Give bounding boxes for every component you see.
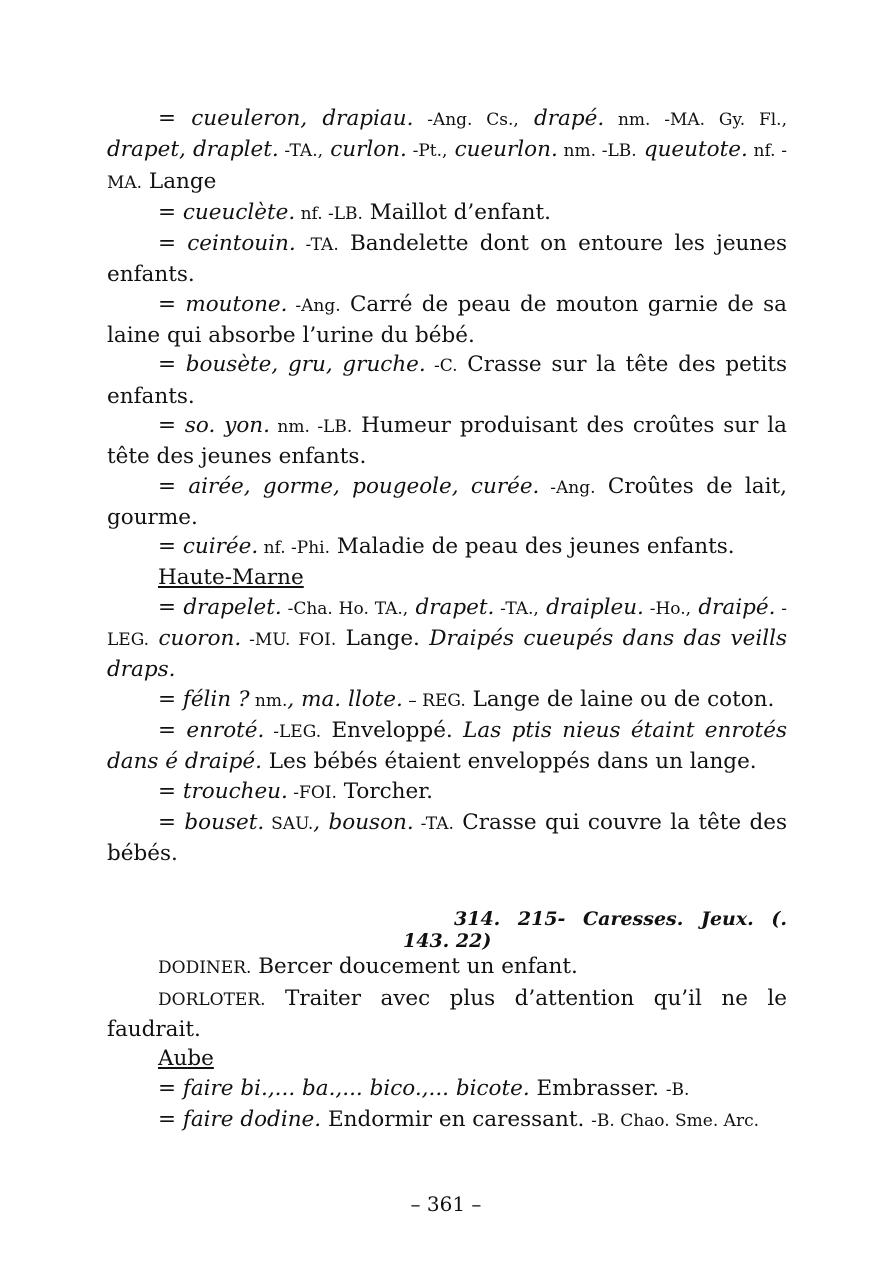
definition-text: = [158, 106, 192, 131]
entry-paragraph [107, 777, 787, 808]
definition-text: Lange. [336, 626, 430, 652]
definition-text: = [158, 231, 188, 257]
dialect-term: draipleu. [546, 594, 644, 620]
dialect-term: cuoron. [158, 626, 242, 652]
source-abbreviation: -Ang. [539, 477, 596, 498]
definition-text [519, 106, 534, 131]
source-abbreviation: -TA. [413, 813, 454, 834]
dialect-term: drapelet. [183, 594, 282, 620]
source-abbreviation: DORLOTER. [158, 989, 266, 1010]
dialect-term: Draipés cueupés dans das veills draps. [107, 626, 788, 683]
source-abbreviation: -TA. [295, 235, 339, 256]
dialect-term: , ma. llote. [287, 686, 403, 712]
definition-text: Croûtes de lait, gourme. [107, 473, 787, 530]
dialect-term: so. yon. [184, 412, 270, 438]
definition-text: = [158, 473, 189, 499]
definition-text: Torcher. [336, 778, 433, 804]
definition-text: Embrasser. [529, 1075, 666, 1101]
entry-paragraph [107, 229, 787, 290]
entry-paragraph [107, 290, 787, 351]
source-abbreviation: -Ang. Cs., [413, 110, 519, 130]
dialect-term: bouset. [184, 809, 265, 835]
source-abbreviation: nf. -LB. [295, 203, 363, 224]
dialect-term: enroté. [186, 717, 265, 743]
definition-text [447, 137, 454, 162]
source-abbreviation: -FOI. [287, 782, 337, 803]
definition-text: = [158, 1106, 183, 1132]
entry-paragraph [107, 532, 787, 563]
definition-text: Bercer doucement un enfant. [251, 954, 578, 980]
entry-paragraph [107, 952, 787, 983]
definition-text: = [158, 534, 183, 560]
dialect-term: cuirée. [182, 534, 259, 560]
definition-text: = [158, 809, 185, 835]
region-subheading: Haute-Marne [158, 565, 304, 591]
definition-text: Maladie de peau des jeunes enfants. [330, 534, 735, 560]
dialect-term: , bouson. [313, 809, 414, 835]
source-abbreviation: -Cha. Ho. TA., [281, 598, 409, 619]
source-abbreviation: -TA., [494, 598, 539, 619]
entry-paragraph [107, 563, 787, 592]
entry-paragraph [107, 593, 787, 685]
dialect-term: faire bi.,... ba.,... bico.,... bicote. [182, 1075, 530, 1101]
definition-text: = [158, 412, 185, 438]
entry-paragraph [107, 1105, 787, 1136]
source-abbreviation: nm. -LB. [269, 416, 353, 437]
definition-text: Crasse sur la tête des petits enfants. [107, 352, 787, 409]
page-body [107, 104, 787, 1136]
source-abbreviation: SAU. [264, 813, 314, 834]
definition-text: Enveloppé. [321, 717, 464, 743]
source-abbreviation: nm. -LB. [557, 141, 637, 162]
dialect-term: cueuleron, drapiau. [191, 106, 414, 131]
dialect-term: drapet, draplet. [107, 137, 279, 163]
source-abbreviation: -TA., [278, 141, 324, 162]
dialect-term: bousète, gru, gruche. [185, 352, 426, 378]
dialect-term: moutone. [185, 291, 288, 317]
source-abbreviation: nm. -MA. Gy. Fl., [604, 110, 787, 130]
dialect-term: queutote. [643, 137, 748, 163]
source-abbreviation: -LEG. [264, 721, 322, 742]
dialect-term: ceintouin. [187, 231, 296, 257]
definition-text: Endormir en caressant. [321, 1106, 592, 1132]
source-abbreviation: nm. [249, 690, 288, 711]
source-abbreviation: -LEG. [107, 598, 788, 651]
dialect-term: drapet. [415, 594, 495, 620]
section-heading-line1: 314. 215- Caresses. Jeux. (. [454, 908, 787, 931]
definition-text: Lange de laine ou de coton. [465, 686, 775, 712]
definition-text: Humeur produisant des croûtes sur la tête des jeunes enfants. [107, 412, 787, 470]
source-abbreviation: -MU. FOI. [241, 630, 337, 651]
source-abbreviation: -B. [665, 1079, 690, 1100]
source-abbreviation: -B. Chao. Sme. Arc. [591, 1110, 759, 1131]
definition-text: Lange [142, 168, 217, 194]
source-abbreviation: nf. -MA. [107, 141, 787, 193]
definition-text: = [158, 778, 183, 804]
definition-text [408, 595, 415, 620]
dialect-term: Las ptis nieus étaint enrotés dans é draipé. [107, 717, 787, 775]
dialect-term: airée, gorme, pougeole, curée. [188, 473, 540, 499]
source-abbreviation: -Ang. [287, 295, 341, 316]
definition-text: Crasse qui couvre la tête des bébés. [107, 809, 787, 867]
definition-text: = [158, 352, 186, 378]
definition-text: = [158, 594, 184, 620]
dialect-term: troucheu. [182, 778, 288, 804]
definition-text: Traiter avec plus d’attention qu’il ne le faudrait. [107, 985, 787, 1043]
definition-text: = [158, 199, 183, 225]
section-gap [107, 868, 787, 908]
dialect-term: cueurlon. [454, 137, 558, 163]
definition-text: = [158, 291, 186, 317]
entry-paragraph [107, 984, 787, 1045]
source-abbreviation: DODINER. [158, 958, 252, 979]
entry-paragraph [107, 808, 787, 869]
dialect-term: drapé. [534, 106, 605, 131]
dialect-term: félin ? [182, 686, 250, 712]
entry-paragraph [107, 1044, 787, 1073]
section-heading-line2: 143. 22) [403, 930, 492, 953]
definition-text: = [158, 717, 187, 743]
dialect-term: faire dodine. [182, 1106, 322, 1132]
entry-paragraph [107, 411, 787, 472]
dialect-term: curlon. [330, 137, 407, 163]
section-heading [107, 908, 787, 952]
definition-text: Bandelette dont on entoure les jeunes enfants. [107, 231, 787, 288]
entry-paragraph [107, 685, 787, 716]
dialect-term: draipé. [698, 594, 776, 620]
source-abbreviation: -Pt., [406, 141, 448, 162]
definition-text [539, 595, 546, 620]
entries-haute-marne-section [107, 104, 787, 868]
definition-text: Maillot d’enfant. [362, 199, 551, 225]
definition-text [637, 137, 644, 162]
entry-paragraph [107, 716, 787, 777]
source-abbreviation: -C. [425, 356, 458, 377]
definition-text: Les bébés étaient enveloppés dans un lange. [261, 749, 757, 775]
source-abbreviation: – REG. [402, 690, 466, 711]
source-abbreviation: nf. -Phi. [258, 538, 331, 559]
entries-caresses-section [107, 952, 787, 1136]
entry-paragraph [107, 350, 787, 411]
entry-paragraph [107, 472, 787, 533]
definition-text: = [158, 686, 183, 712]
entry-paragraph [107, 104, 787, 198]
source-abbreviation: -Ho., [643, 598, 692, 619]
page-number: – 361 – [410, 1192, 482, 1216]
region-subheading: Aube [158, 1046, 214, 1072]
entry-paragraph [107, 198, 787, 229]
entry-paragraph [107, 1074, 787, 1105]
definition-text: = [158, 1075, 183, 1101]
dialect-term: cueuclète. [182, 199, 296, 225]
definition-text: Carré de peau de mouton garnie de sa laine qui absorbe l’urine du bébé. [107, 291, 787, 349]
